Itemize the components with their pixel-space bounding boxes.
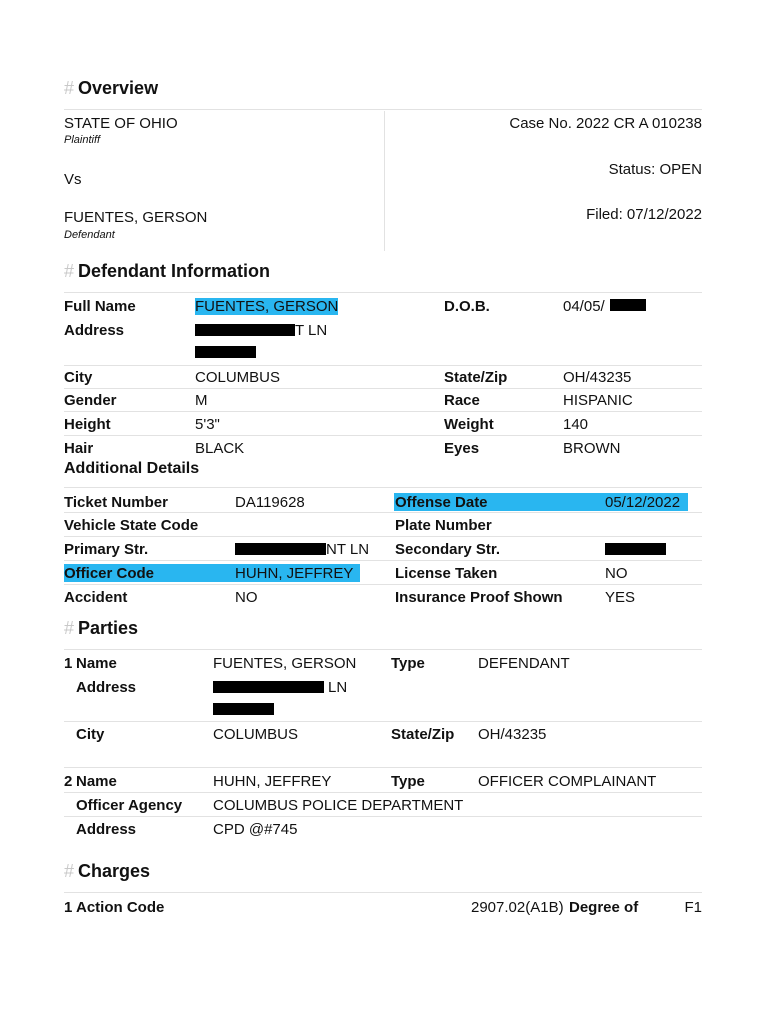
redaction-bar bbox=[195, 346, 256, 358]
dob-label: D.O.B. bbox=[444, 298, 490, 315]
plate-number-label: Plate Number bbox=[395, 517, 492, 534]
redaction-bar bbox=[235, 543, 326, 555]
party-name-value: HUHN, JEFFREY bbox=[213, 773, 332, 790]
party-type-value: DEFENDANT bbox=[478, 655, 570, 672]
party-type-label: Type bbox=[391, 655, 425, 672]
race-value: HISPANIC bbox=[563, 392, 633, 409]
gender-label: Gender bbox=[64, 392, 117, 409]
hair-value: BLACK bbox=[195, 440, 245, 457]
party-name-label: Name bbox=[76, 773, 117, 790]
divider bbox=[64, 560, 702, 561]
officer-code-label: Officer Code bbox=[64, 565, 155, 582]
versus-text: Vs bbox=[64, 171, 82, 188]
offense-date-label: Offense Date bbox=[395, 494, 488, 511]
party-type-label: Type bbox=[391, 773, 425, 790]
divider bbox=[64, 365, 702, 366]
redaction-bar bbox=[213, 703, 274, 715]
party-type-value: OFFICER COMPLAINANT bbox=[478, 773, 657, 790]
accident-label: Accident bbox=[64, 589, 128, 606]
eyes-value: BROWN bbox=[563, 440, 621, 457]
party-number: 2 bbox=[64, 773, 73, 790]
address-label: Address bbox=[64, 322, 125, 339]
state-zip-label: State/Zip bbox=[444, 369, 508, 386]
additional-details-heading: Additional Details bbox=[64, 460, 200, 477]
redaction-bar bbox=[605, 543, 666, 555]
redaction-bar bbox=[213, 681, 324, 693]
insurance-proof-label: Insurance Proof Shown bbox=[395, 589, 563, 606]
filed-date: Filed: 07/12/2022 bbox=[586, 206, 702, 223]
plaintiff-name: STATE OF OHIO bbox=[64, 115, 178, 132]
hair-label: Hair bbox=[64, 440, 94, 457]
height-label: Height bbox=[64, 416, 111, 433]
vehicle-state-code-label: Vehicle State Code bbox=[64, 517, 199, 534]
divider bbox=[64, 892, 702, 893]
degree-value: F1 bbox=[684, 899, 702, 916]
divider bbox=[64, 388, 702, 389]
divider bbox=[64, 411, 702, 412]
party-state-zip-label: State/Zip bbox=[391, 726, 455, 743]
action-code-value: 2907.02(A1B) bbox=[471, 899, 564, 916]
state-zip-value: OH/43235 bbox=[563, 369, 632, 386]
city-label: City bbox=[64, 369, 93, 386]
party-name-label: Name bbox=[76, 655, 117, 672]
action-code-label: Action Code bbox=[76, 899, 165, 916]
defendant-info-heading: # Defendant Information bbox=[64, 261, 271, 281]
divider bbox=[64, 512, 702, 513]
license-taken-value: NO bbox=[605, 565, 628, 582]
primary-street-label: Primary Str. bbox=[64, 541, 149, 558]
party-address-label: Address bbox=[76, 679, 137, 696]
plaintiff-role: Plaintiff bbox=[64, 134, 101, 146]
hash-icon: # bbox=[64, 78, 75, 98]
party-address-value: CPD @#745 bbox=[213, 821, 298, 838]
offense-date-value: 05/12/2022 bbox=[605, 494, 681, 511]
eyes-label: Eyes bbox=[444, 440, 480, 457]
accident-value: NO bbox=[235, 589, 258, 606]
charge-number: 1 bbox=[64, 899, 73, 916]
party-address-label: Address bbox=[76, 821, 137, 838]
divider bbox=[64, 816, 702, 817]
weight-label: Weight bbox=[444, 416, 494, 433]
party-name-value: FUENTES, GERSON bbox=[213, 655, 357, 672]
divider bbox=[64, 649, 702, 650]
defendant-role: Defendant bbox=[64, 229, 115, 241]
secondary-street-label: Secondary Str. bbox=[395, 541, 501, 558]
vertical-divider bbox=[384, 111, 385, 251]
divider bbox=[64, 109, 702, 110]
charges-heading: # Charges bbox=[64, 861, 151, 881]
divider bbox=[64, 536, 702, 537]
party-number: 1 bbox=[64, 655, 73, 672]
officer-code-value: HUHN, JEFFREY bbox=[235, 565, 354, 582]
case-number: Case No. 2022 CR A 010238 bbox=[509, 115, 702, 132]
primary-street-value: NT LN bbox=[326, 541, 370, 558]
ticket-number-value: DA119628 bbox=[235, 494, 305, 511]
divider bbox=[64, 435, 702, 436]
divider bbox=[64, 767, 702, 768]
party-state-zip-value: OH/43235 bbox=[478, 726, 547, 743]
divider bbox=[64, 584, 702, 585]
full-name-value: FUENTES, GERSON bbox=[195, 298, 339, 315]
gender-value: M bbox=[195, 392, 208, 409]
address-value: T LN bbox=[295, 322, 328, 339]
divider bbox=[64, 292, 702, 293]
redaction-bar bbox=[195, 324, 295, 336]
insurance-proof-value: YES bbox=[605, 589, 636, 606]
hash-icon: # bbox=[64, 861, 75, 881]
degree-label: Degree of bbox=[569, 899, 639, 916]
overview-heading: # Overview bbox=[64, 78, 159, 98]
dob-value: 04/05/ bbox=[563, 298, 605, 315]
license-taken-label: License Taken bbox=[395, 565, 498, 582]
party-city-value: COLUMBUS bbox=[213, 726, 299, 743]
divider bbox=[64, 487, 702, 488]
full-name-label: Full Name bbox=[64, 298, 136, 315]
officer-agency-label: Officer Agency bbox=[76, 797, 183, 814]
ticket-number-label: Ticket Number bbox=[64, 494, 168, 511]
city-value: COLUMBUS bbox=[195, 369, 281, 386]
race-label: Race bbox=[444, 392, 480, 409]
parties-heading: # Parties bbox=[64, 618, 139, 638]
defendant-name: FUENTES, GERSON bbox=[64, 209, 208, 226]
redaction-bar bbox=[610, 299, 646, 311]
weight-value: 140 bbox=[563, 416, 589, 433]
party-address-value: LN bbox=[328, 679, 348, 696]
hash-icon: # bbox=[64, 261, 75, 281]
divider bbox=[64, 792, 702, 793]
hash-icon: # bbox=[64, 618, 75, 638]
divider bbox=[64, 721, 702, 722]
officer-agency-value: COLUMBUS POLICE DEPARTMENT bbox=[213, 797, 464, 814]
party-city-label: City bbox=[76, 726, 105, 743]
height-value: 5'3" bbox=[195, 416, 220, 433]
case-status: Status: OPEN bbox=[608, 161, 702, 178]
